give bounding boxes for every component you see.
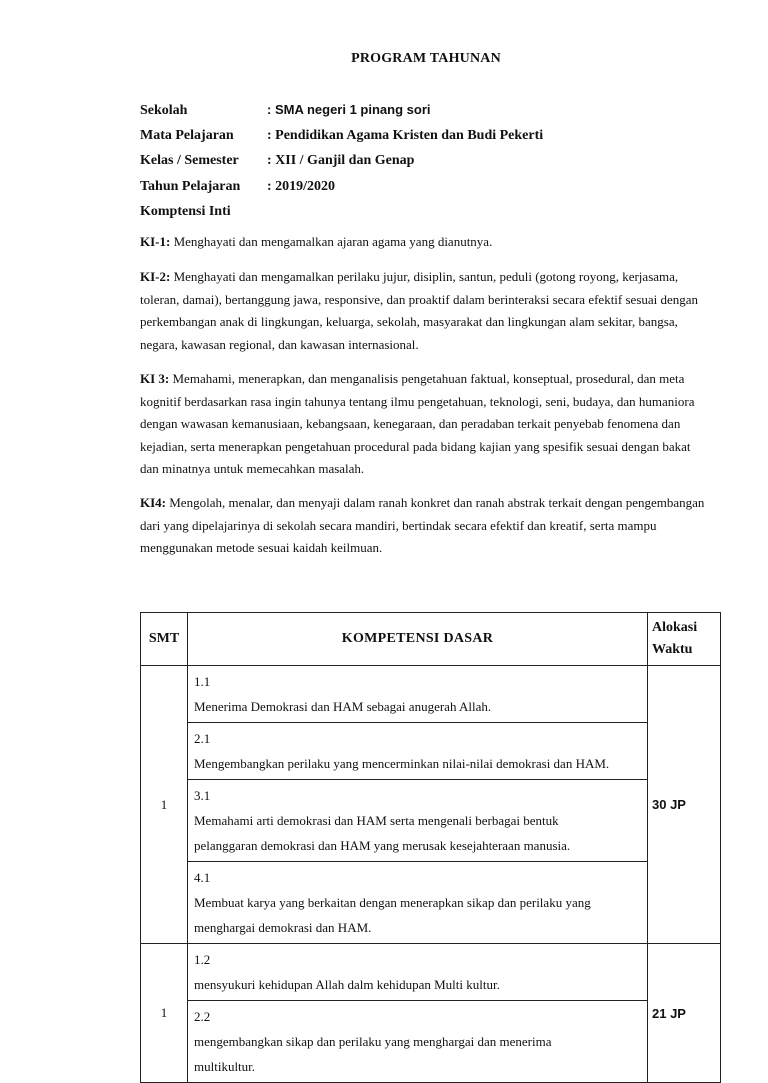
kd-text: Mengembangkan perilaku yang mencerminkan nilai-nilai demokrasi dan HAM. xyxy=(194,756,610,771)
meta-row-kompetensi-inti xyxy=(140,199,543,225)
meta-value: : XII / Ganjil dan Genap xyxy=(267,153,415,168)
ki-1-paragraph xyxy=(140,231,710,254)
table-row xyxy=(141,1001,721,1083)
table-row xyxy=(141,780,721,862)
kd-text: mensyukuri kehidupan Allah dalm kehidupan Multi kultur. xyxy=(194,977,500,992)
ki-text: Menghayati dan mengamalkan ajaran agama yang dianutnya. xyxy=(170,234,493,249)
meta-value: : SMA negeri 1 pinang sori xyxy=(267,102,431,117)
identity-block xyxy=(140,97,543,225)
kd-number: 1.2 xyxy=(194,952,211,967)
table-row xyxy=(141,723,721,780)
meta-label: Sekolah xyxy=(140,103,188,118)
kd-number: 2.1 xyxy=(194,731,211,746)
header-smt: SMT xyxy=(141,613,188,666)
meta-row-sekolah xyxy=(140,97,543,123)
kd-number: 3.1 xyxy=(194,788,211,803)
kd-item xyxy=(188,723,648,780)
kd-number: 1.1 xyxy=(194,674,211,689)
meta-row-kelas-semester xyxy=(140,148,543,174)
kd-text: Menerima Demokrasi dan HAM sebagai anugerah Allah. xyxy=(194,699,492,714)
smt-cell: 1 xyxy=(141,944,188,1083)
meta-label: Mata Pelajaran xyxy=(140,127,234,143)
kd-item xyxy=(188,780,648,862)
kd-text: Memahami arti demokrasi dan HAM serta mengenali berbagai bentuk pelanggaran demokrasi dan HAM yang merusak kesejahteraan manusia. xyxy=(194,813,571,853)
kd-item xyxy=(188,862,648,944)
kd-text: Membuat karya yang berkaitan dengan menerapkan sikap dan perilaku yang menghargai demokrasi dan HAM. xyxy=(194,895,591,935)
kd-text: mengembangkan sikap dan perilaku yang menghargai dan menerima multikultur. xyxy=(194,1034,552,1074)
kd-number: 2.2 xyxy=(194,1009,211,1024)
header-alokasi-waktu xyxy=(648,613,721,666)
meta-value: : Pendidikan Agama Kristen dan Budi Pekerti xyxy=(267,127,544,143)
kd-item xyxy=(188,1001,648,1083)
table-row xyxy=(141,944,721,1001)
kd-item xyxy=(188,944,648,1001)
smt-cell: 1 xyxy=(141,666,188,944)
time-allocation-cell: 30 JP xyxy=(648,666,721,944)
ki-text: Memahami, menerapkan, dan menganalisis pengetahuan faktual, konseptual, prosedural, dan meta kognitif berdasarkan rasa ingin tahunya tentang ilmu pengetahuan, teknologi, seni, budaya, dan humaniora dengan wawasan kemanusiaan, kebangsaan, kenegaraan, dan peradaban terkait penyebab fenomena dan kejadian, serta menerapkan pengetahuan procedural pada bidang kajian yang spesifik sesuai dengan bakat dan minatnya untuk memecahkan masalah. xyxy=(140,371,695,476)
table-row xyxy=(141,862,721,944)
meta-row-mata-pelajaran xyxy=(140,123,543,149)
ki-label: KI-2: xyxy=(140,269,171,284)
table-header-row xyxy=(141,613,721,666)
header-alokasi: Alokasi xyxy=(652,620,698,635)
ki-4-paragraph xyxy=(140,492,710,560)
table-row xyxy=(141,666,721,723)
ki-label: KI4: xyxy=(140,495,166,510)
ki-text: Mengolah, menalar, dan menyaji dalam ranah konkret dan ranah abstrak terkait dengan pengembangan dari yang dipelajarinya di sekolah secara mandiri, bertindak secara efektif dan kreatif, serta mampu menggunakan metode sesuai kaidah keilmuan. xyxy=(140,495,705,555)
ki-2-paragraph xyxy=(140,266,710,356)
header-waktu: Waktu xyxy=(652,642,693,657)
kd-number: 4.1 xyxy=(194,870,211,885)
ki-label: KI-1: xyxy=(140,234,171,249)
meta-label: Komptensi Inti xyxy=(140,204,231,219)
kd-item xyxy=(188,666,648,723)
meta-value: : 2019/2020 xyxy=(267,178,336,194)
meta-label: Kelas / Semester xyxy=(140,153,239,168)
ki-text: Menghayati dan mengamalkan perilaku jujur, disiplin, santun, peduli (gotong royong, kerjasama, toleran, damai), bertanggung jawa, responsive, dan proaktif dalam berinteraksi secara efektif sesuai dengan perkembangan anak di lingkungan, keluarga, sekolah, masyarakat dan lingkungan alam sekitar, bangsa, negara, kawasan regional, dan kawasan internasional. xyxy=(140,269,699,352)
meta-label: Tahun Pelajaran xyxy=(140,178,241,194)
meta-row-tahun-pelajaran xyxy=(140,174,543,200)
time-allocation-cell: 21 JP xyxy=(648,944,721,1083)
ki-label: KI 3: xyxy=(140,371,170,386)
kompetensi-dasar-table xyxy=(140,612,721,1083)
ki-3-paragraph xyxy=(140,368,710,481)
page-title: PROGRAM TAHUNAN xyxy=(351,51,501,66)
header-kompetensi-dasar: KOMPETENSI DASAR xyxy=(188,613,648,666)
